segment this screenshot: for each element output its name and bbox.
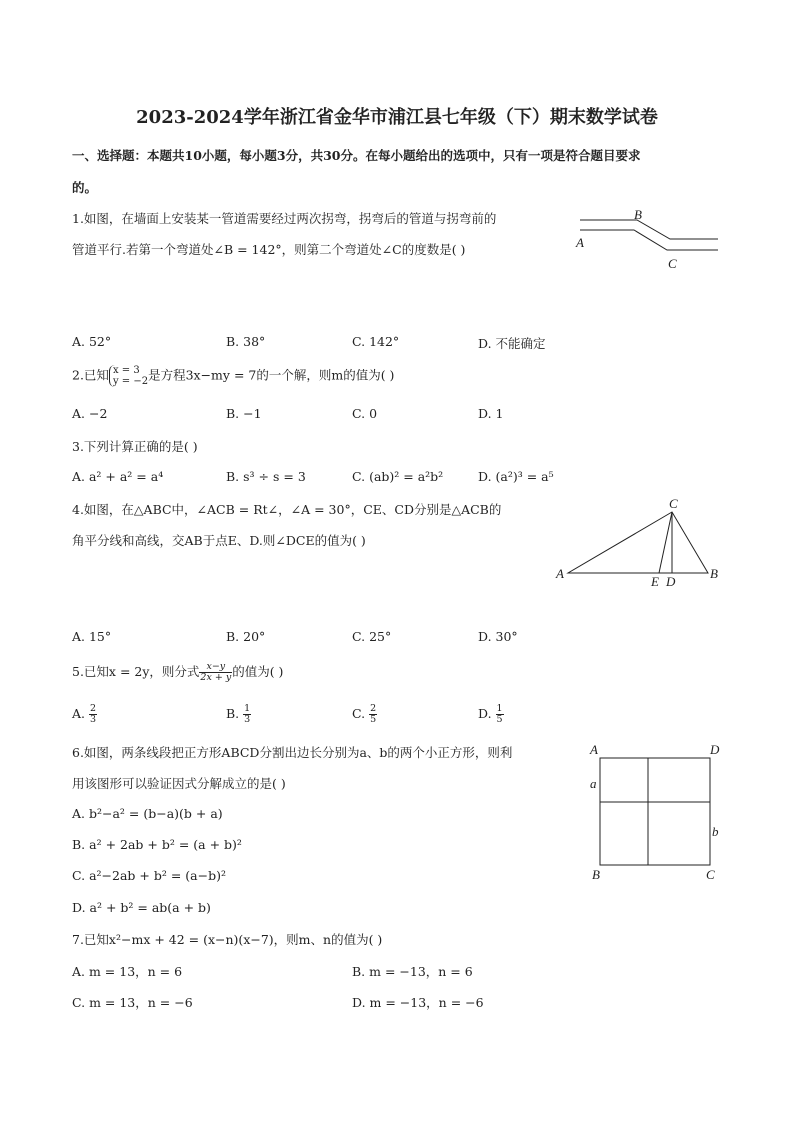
q2-equation-system (109, 365, 148, 387)
q1-stem-line1: 1.如图，在墙面上安装某一管道需要经过两次拐弯，拐弯后的管道与拐弯前的 (72, 211, 497, 226)
q6-label-b: B (592, 867, 600, 882)
q1-option-b: B. 38° (226, 334, 266, 349)
q5-option-d-frac (496, 704, 504, 725)
q4-option-c: C. 25° (352, 629, 392, 644)
q2-prefix: 2.已知 (72, 367, 109, 383)
q6-label-a: A (590, 742, 598, 757)
q7-option-a: A. m = 13，n = 6 (72, 964, 183, 979)
q2-sys-bottom: y = −2 (112, 376, 149, 387)
q5-option-c-den: 5 (370, 714, 377, 725)
q3-option-c: C. (ab)² = a²b² (352, 469, 444, 484)
q6-option-b: B. a² + 2ab + b² = (a + b)² (72, 837, 242, 852)
q7-option-c: C. m = 13，n = −6 (72, 995, 193, 1010)
q5-fraction (199, 662, 232, 683)
q5-option-c-frac (369, 704, 377, 725)
q1-label-a: A (576, 235, 584, 250)
q3-option-d: D. (a²)³ = a⁵ (478, 469, 554, 484)
q6-stem-line1: 6.如图，两条线段把正方形ABCD分割出边长分别为a、b的两个小正方形，则利 (72, 745, 513, 760)
q1-pipe-figure (572, 205, 724, 275)
q5-option-b-num: 1 (244, 703, 251, 714)
q4-label-d: D (666, 574, 676, 589)
q6-label-c: C (706, 867, 715, 882)
q4-option-a: A. 15° (72, 629, 112, 644)
q5-option-c (352, 704, 377, 725)
exam-title: 2023-2024学年浙江省金华市浦江县七年级（下）期末数学试卷 (136, 107, 658, 128)
q7-option-d: D. m = −13，n = −6 (352, 995, 484, 1010)
q5-option-c-letter: C. (352, 706, 366, 721)
q4-triangle-figure (552, 496, 728, 592)
q6-label-d: D (710, 742, 720, 757)
q5-stem (72, 662, 283, 683)
q1-stem-line2: 管道平行.若第一个弯道处∠B = 142°，则第二个弯道处∠C的度数是( ) (72, 242, 466, 257)
q3-option-a: A. a² + a² = a⁴ (72, 469, 164, 484)
q5-frac-num: x−y (199, 662, 232, 673)
q4-label-a: A (556, 566, 564, 581)
q1-label-c: C (668, 256, 677, 271)
q5-option-b-frac (243, 704, 251, 725)
q5-option-c-num: 2 (370, 703, 377, 714)
q1-option-d: D. 不能确定 (478, 336, 546, 351)
q2-stem (72, 365, 394, 387)
q7-option-b: B. m = −13，n = 6 (352, 964, 473, 979)
q5-option-b-letter: B. (226, 706, 240, 721)
q5-frac-den: 2x + y (200, 672, 232, 683)
square-abcd (600, 758, 710, 865)
q6-square-figure (584, 738, 724, 884)
q5-option-a (72, 704, 97, 725)
q4-stem-line2: 角平分线和高线，交AB于点E、D.则∠DCE的值为( ) (72, 533, 366, 548)
q5-option-d (478, 704, 504, 725)
q1-label-b: B (634, 207, 642, 222)
q5-prefix: 5.已知x = 2y，则分式 (72, 664, 200, 679)
q5-option-a-den: 3 (90, 714, 97, 725)
q5-option-b (226, 704, 251, 725)
q6-option-c: C. a²−2ab + b² = (a−b)² (72, 868, 226, 883)
q6-option-a: A. b²−a² = (b−a)(b + a) (72, 806, 223, 821)
q7-stem: 7.已知x²−mx + 42 = (x−n)(x−7)，则m、n的值为( ) (72, 932, 383, 947)
q5-option-d-den: 5 (496, 714, 503, 725)
q4-label-e: E (651, 574, 659, 589)
bisector-ce (659, 512, 672, 573)
q5-option-d-letter: D. (478, 706, 492, 721)
q6-option-d: D. a² + b² = ab(a + b) (72, 900, 211, 915)
q4-label-c: C (669, 496, 678, 511)
q5-option-b-den: 3 (244, 714, 251, 725)
q4-option-b: B. 20° (226, 629, 266, 644)
q2-option-b: B. −1 (226, 406, 262, 421)
q6-stem-line2: 用该图形可以验证因式分解成立的是( ) (72, 776, 286, 791)
q5-suffix: 的值为( ) (232, 664, 284, 679)
q2-sys-top: x = 3 (112, 365, 140, 376)
q5-option-a-num: 2 (90, 703, 97, 714)
q6-label-side-a: a (590, 776, 597, 791)
q3-option-b: B. s³ ÷ s = 3 (226, 469, 306, 484)
q6-label-side-b: b (712, 824, 719, 839)
q3-stem: 3.下列计算正确的是( ) (72, 439, 198, 454)
q2-option-d: D. 1 (478, 406, 504, 421)
triangle-abc (568, 512, 708, 573)
section-heading-line1: 一、选择题：本题共10小题，每小题3分，共30分。在每小题给出的选项中，只有一项是符合题目要求 (72, 148, 641, 163)
q4-stem-line1: 4.如图，在△ABC中，∠ACB = Rt∠，∠A = 30°，CE、CD分别是△ACB的 (72, 502, 502, 517)
q2-suffix: 是方程3x−my = 7的一个解，则m的值为( ) (148, 367, 395, 383)
q2-option-a: A. −2 (72, 406, 108, 421)
q2-option-c: C. 0 (352, 406, 378, 421)
pipe-lower-line (580, 230, 718, 250)
q4-label-b: B (710, 566, 718, 581)
q1-option-c: C. 142° (352, 334, 400, 349)
q5-option-a-frac (89, 704, 97, 725)
q5-option-d-num: 1 (496, 703, 503, 714)
q5-option-a-letter: A. (72, 706, 86, 721)
q4-option-d: D. 30° (478, 629, 518, 644)
q1-option-a: A. 52° (72, 334, 112, 349)
section-heading-line2: 的。 (72, 180, 98, 195)
